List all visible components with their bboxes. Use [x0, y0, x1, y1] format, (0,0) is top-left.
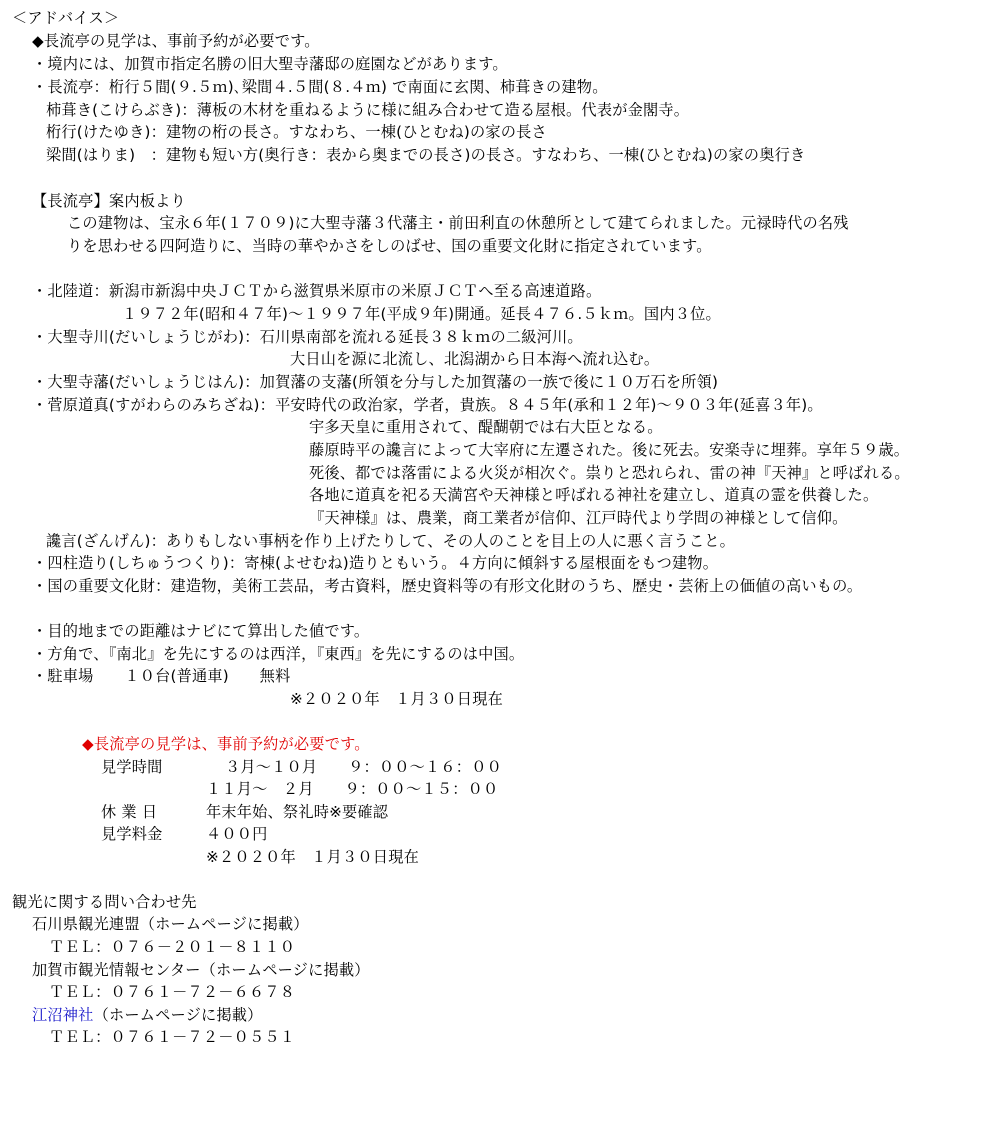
- distance-note: ・目的地までの距離はナビにて算出した値です。: [32, 622, 370, 640]
- michizane-detail-5: 『天神様』は、農業，商工業者が信仰、江戸時代より学問の神様として信仰。: [309, 509, 848, 527]
- parking-date: ※２０２０年 １月３０日現在: [290, 690, 503, 708]
- hokuriku-definition: ・北陸道：新潟市新潟中央ＪＣＴから滋賀県米原市の米原ＪＣＴへ至る高速道路。: [32, 282, 602, 300]
- signboard-line-1: この建物は、宝永６年(１７０９)に大聖寺藩３代藩主・前田利直の休憩所として建てられました。元禄時代の名残: [67, 214, 849, 232]
- river-detail: 大日山を源に北流し、北潟湖から日本海へ流れ込む。: [290, 350, 660, 368]
- michizane-detail-1: 宇多天皇に重用されて、醍醐朝では右大臣となる。: [309, 418, 663, 436]
- michizane-detail-3: 死後、都では落雷による火災が相次ぐ。祟りと恐れられ、雷の神『天神』と呼ばれる。: [309, 464, 910, 482]
- shichu-definition: ・四柱造り(しちゅうつくり)：寄棟(よせむね)造りともいう。４方向に傾斜する屋根面をもつ建物。: [32, 554, 719, 572]
- closed-label: 休 業 日: [101, 803, 158, 821]
- enuma-shrine-link[interactable]: 江沼神社: [32, 1006, 94, 1024]
- contact-3-row: [32, 1005, 263, 1025]
- river-definition: ・大聖寺川(だいしょうじがわ)：石川県南部を流れる延長３８ｋｍの二級河川。: [32, 328, 583, 346]
- direction-note: ・方角で、『南北』を先にするのは西洋，『東西』を先にするのは中国。: [32, 645, 525, 663]
- contacts-heading: 観光に関する問い合わせ先: [12, 893, 197, 911]
- fee-label: 見学料金: [101, 825, 163, 843]
- closed-value: 年末年始、祭礼時※要確認: [206, 803, 389, 821]
- parking-note: ・駐車場 １０台(普通車) 無料: [32, 667, 291, 685]
- advice-heading: ＜アドバイス＞: [12, 9, 120, 27]
- michizane-detail-2: 藤原時平の讒言によって大宰府に左遷された。後に死去。安楽寺に埋葬。享年５９歳。: [309, 441, 910, 459]
- michizane-definition: ・菅原道真(すがわらのみちざね)：平安時代の政治家，学者，貴族。８４５年(承和１２年)～９０３年(延喜３年)。: [32, 396, 823, 414]
- contact-1-name: 石川県観光連盟（ホームページに掲載）: [32, 915, 309, 933]
- fee-value: ４００円: [206, 825, 268, 843]
- contact-2-tel: ＴＥＬ：０７６１－７２－６６７８: [49, 983, 296, 1001]
- hokuriku-detail: １９７２年(昭和４７年)～１９９７年(平成９年)開通。延長４７６.５ｋｍ。国内３位。: [122, 305, 721, 323]
- visit-date: ※２０２０年 １月３０日現在: [206, 848, 419, 866]
- michizane-detail-4: 各地に道真を祀る天満宮や天神様と呼ばれる神社を建立し、道真の霊を供養した。: [309, 486, 879, 504]
- grounds-note: ・境内には、加賀市指定名勝の旧大聖寺藩邸の庭園などがあります。: [32, 55, 508, 73]
- hours-label: 見学時間: [101, 758, 163, 776]
- reservation-note: ◆長流亭の見学は、事前予約が必要です。: [32, 32, 320, 50]
- choryutei-note: ・長流亭：桁行５間(９.５ｍ)､梁間４.５間(８.４ｍ) で南面に玄関、柿葺きの建物。: [32, 78, 608, 96]
- signboard-line-2: りを思わせる四阿造りに、当時の華やかさをしのばせ、国の重要文化財に指定されています。: [67, 237, 712, 255]
- domain-definition: ・大聖寺藩(だいしょうじはん)：加賀藩の支藩(所領を分与した加賀藩の一族で後に１０万石を所領): [32, 373, 719, 391]
- contact-3-tel: ＴＥＬ：０７６１－７２－０５５１: [49, 1028, 296, 1046]
- zangen-definition: 讒言(ざんげん)：ありもしない事柄を作り上げたりして、その人のことを目上の人に悪く言うこと。: [46, 532, 735, 550]
- contact-1-tel: ＴＥＬ：０７６－２０１－８１１０: [49, 938, 296, 956]
- hours-winter: １１月～ ２月 ９：００～１５：００: [206, 780, 499, 798]
- harima-definition: 梁間(はりま) ：建物も短い方(奥行き：表から奥までの長さ)の長さ。すなわち、一棟(ひとむね)の家の奥行き: [46, 146, 806, 164]
- contact-3-suffix: （ホームページに掲載）: [93, 1006, 263, 1024]
- signboard-heading: 【長流亭】案内板より: [32, 192, 186, 210]
- ketayuki-definition: 桁行(けたゆき)：建物の桁の長さ。すなわち、一棟(ひとむね)の家の長さ: [46, 123, 547, 141]
- contact-2-name: 加賀市観光情報センター（ホームページに掲載）: [32, 961, 370, 979]
- kokerabuki-definition: 柿葺き(こけらぶき)：薄板の木材を重ねるように様に組み合わせて造る屋根。代表が金閣寺。: [46, 101, 690, 119]
- bunkazai-definition: ・国の重要文化財：建造物，美術工芸品，考古資料，歴史資料等の有形文化財のうち、歴史・芸術上の価値の高いもの。: [32, 577, 863, 595]
- visit-alert: ◆長流亭の見学は、事前予約が必要です。: [82, 735, 370, 753]
- hours-summer: ３月～１０月 ９：００～１６：００: [225, 758, 502, 776]
